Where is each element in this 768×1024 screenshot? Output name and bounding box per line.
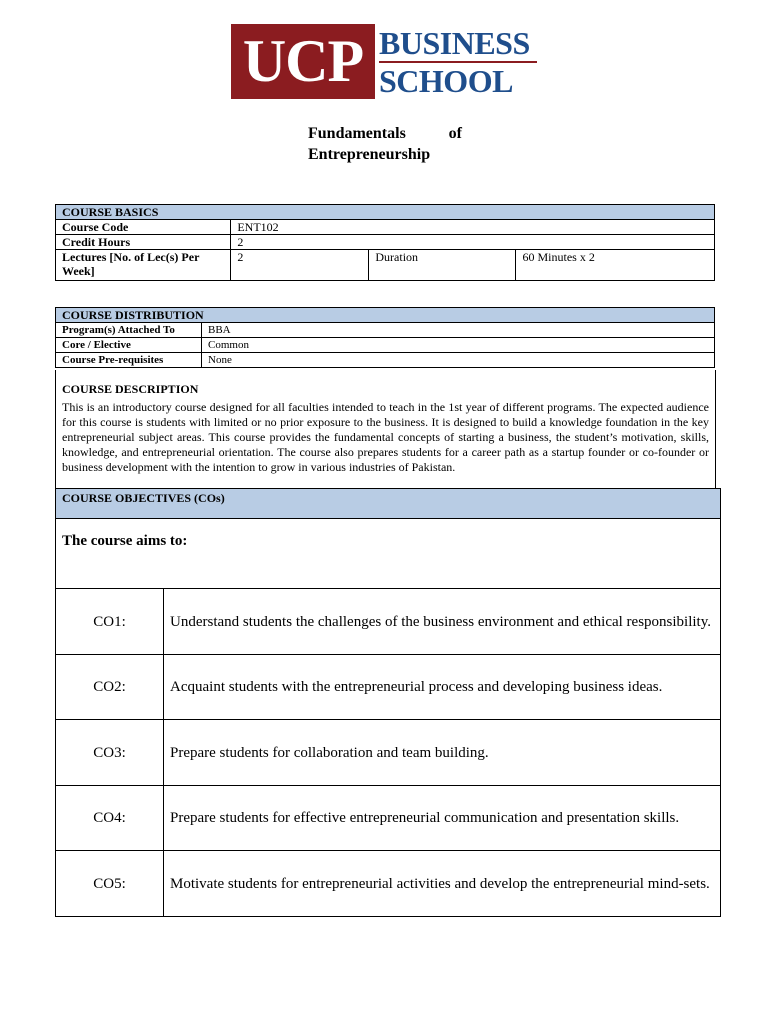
core-elective-label: Core / Elective bbox=[56, 338, 202, 353]
objective-text: Prepare students for collaboration and team building. bbox=[164, 720, 721, 786]
objective-text: Understand students the challenges of the business environment and ethical responsibility. bbox=[164, 589, 721, 655]
credit-hours-label: Credit Hours bbox=[56, 235, 231, 250]
lectures-label: Lectures [No. of Lec(s) Per Week] bbox=[56, 250, 231, 281]
logo-ucp-block: UCP bbox=[231, 24, 375, 99]
objective-text: Prepare students for effective entrepreneurial communication and presentation skills. bbox=[164, 786, 721, 851]
objective-label: CO5: bbox=[56, 851, 164, 917]
objective-row bbox=[56, 720, 721, 786]
core-elective-value: Common bbox=[202, 338, 715, 353]
objective-row bbox=[56, 589, 721, 655]
objective-label: CO4: bbox=[56, 786, 164, 851]
title-word-of: of bbox=[448, 125, 462, 142]
course-description-text: This is an introductory course designed for all faculties intended to teach in the 1st year of different programs. The expected audience for this course is students with limited or no prior exposure to the business. It is designed to build a knowledge foundation in the key entrepreneurial subject areas. This course provides the fundamental concepts of starting a business, the student’s motivation, skills, knowledge, and entrepreneurial orientation. The course also prepares students for a career path as a startup founder or co-founder or business development with the intention to grow in various industries of Pakistan. bbox=[62, 400, 709, 474]
course-objectives-intro: The course aims to: bbox=[56, 519, 721, 589]
credit-hours-value: 2 bbox=[231, 235, 715, 250]
document-title-line-1 bbox=[308, 125, 462, 143]
course-basics-heading: COURSE BASICS bbox=[56, 205, 715, 220]
objective-row bbox=[56, 655, 721, 720]
course-basics-table bbox=[55, 204, 715, 281]
course-objectives-table bbox=[55, 488, 721, 917]
course-distribution-table bbox=[55, 307, 715, 368]
prerequisites-value: None bbox=[202, 353, 715, 368]
program-value: BBA bbox=[202, 323, 715, 338]
course-description-heading: COURSE DESCRIPTION bbox=[62, 382, 199, 396]
ucp-business-school-logo bbox=[231, 24, 537, 99]
prerequisites-label: Course Pre-requisites bbox=[56, 353, 202, 368]
objective-text: Acquaint students with the entrepreneurial process and developing business ideas. bbox=[164, 655, 721, 720]
objective-label: CO2: bbox=[56, 655, 164, 720]
duration-label: Duration bbox=[369, 250, 516, 281]
course-objectives-heading: COURSE OBJECTIVES (COs) bbox=[56, 489, 721, 519]
title-word-fundamentals: Fundamentals bbox=[308, 125, 406, 142]
course-description-section bbox=[55, 370, 716, 489]
objective-text: Motivate students for entrepreneurial activities and develop the entrepreneurial mind-sets. bbox=[164, 851, 721, 917]
logo-school-text: SCHOOL bbox=[379, 63, 513, 99]
objective-label: CO1: bbox=[56, 589, 164, 655]
course-distribution-heading: COURSE DISTRIBUTION bbox=[56, 308, 715, 323]
document-title-line-2: Entrepreneurship bbox=[308, 146, 431, 163]
objective-row bbox=[56, 786, 721, 851]
program-label: Program(s) Attached To bbox=[56, 323, 202, 338]
duration-value: 60 Minutes x 2 bbox=[516, 250, 715, 281]
logo-business-text: BUSINESS bbox=[379, 25, 530, 61]
lectures-value: 2 bbox=[231, 250, 369, 281]
objective-row bbox=[56, 851, 721, 917]
course-code-value: ENT102 bbox=[231, 220, 715, 235]
objective-label: CO3: bbox=[56, 720, 164, 786]
course-code-label: Course Code bbox=[56, 220, 231, 235]
